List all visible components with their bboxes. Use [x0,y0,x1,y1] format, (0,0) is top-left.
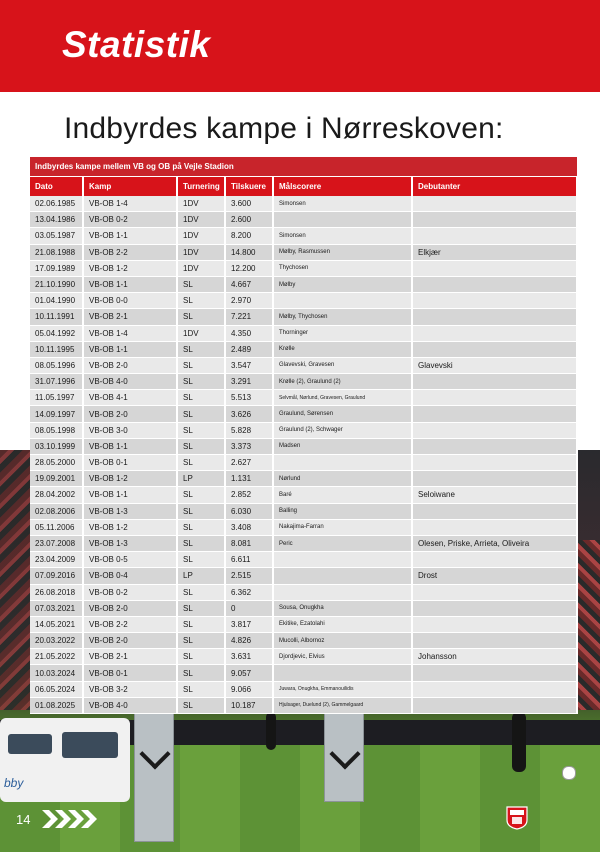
table-cell: 12.200 [225,260,273,276]
table-cell: 28.05.2000 [30,455,83,471]
table-row [30,503,577,519]
header-banner [0,0,600,92]
table-cell: SL [177,535,225,551]
player [512,712,526,772]
club-crest-icon [506,806,528,830]
table-cell [412,455,577,471]
table-cell: 3.408 [225,519,273,535]
table-cell: 3.291 [225,374,273,390]
table-cell: SL [177,422,225,438]
table-cell [412,503,577,519]
table-cell: Nørlund [273,471,412,487]
table-cell: Graulund (2), Schwager [273,422,412,438]
table-cell: 1DV [177,260,225,276]
table-cell: 06.05.2024 [30,681,83,697]
table-cell: Krølle [273,341,412,357]
table-cell: Mølby, Rasmussen [273,244,412,260]
table-cell: 31.07.1996 [30,374,83,390]
table-cell: 17.09.1989 [30,260,83,276]
table-cell: Mucolli, Albornoz [273,633,412,649]
column-header: Målscorere [273,177,412,197]
table-row [30,438,577,454]
table-cell: 14.800 [225,244,273,260]
table-cell: SL [177,455,225,471]
table-row [30,633,577,649]
table-cell: VB-OB 1-1 [83,438,177,454]
table-cell: 3.373 [225,438,273,454]
table-cell [412,681,577,697]
table-cell: 2.970 [225,293,273,309]
table-cell [412,438,577,454]
table-row [30,552,577,568]
table-cell: 05.04.1992 [30,325,83,341]
table-cell: 01.08.2025 [30,697,83,713]
table-cell: 23.04.2009 [30,552,83,568]
table-cell [412,341,577,357]
table-cell: VB-OB 1-4 [83,325,177,341]
table-cell: 21.10.1990 [30,276,83,292]
football [562,766,576,780]
table-cell: 01.04.1990 [30,293,83,309]
table-cell: 9.066 [225,681,273,697]
table-cell [412,665,577,681]
table-cell [412,633,577,649]
table-row [30,422,577,438]
table-cell: 1DV [177,244,225,260]
table-cell: 2.489 [225,341,273,357]
table-cell: 2.515 [225,568,273,584]
table-cell: 02.06.1985 [30,196,83,212]
table-cell: SL [177,374,225,390]
table-cell: VB-OB 0-5 [83,552,177,568]
table-cell [412,309,577,325]
table-cell [412,276,577,292]
table-cell: SL [177,309,225,325]
table-cell: SL [177,438,225,454]
table-cell: 10.03.2024 [30,665,83,681]
table-cell [273,455,412,471]
table-cell: 1DV [177,196,225,212]
table-cell: VB-OB 2-2 [83,616,177,632]
table-row [30,374,577,390]
table-cell: 3.817 [225,616,273,632]
table-cell: Krølle (2), Graulund (2) [273,374,412,390]
table-cell [412,600,577,616]
table-row [30,293,577,309]
table-row [30,325,577,341]
table-cell: 3.547 [225,357,273,373]
table-row [30,665,577,681]
table-cell: 11.05.1997 [30,390,83,406]
table-cell: Simonsen [273,196,412,212]
column-header: Tilskuere [225,177,273,197]
table-cell: 6.362 [225,584,273,600]
column-header: Dato [30,177,83,197]
table-cell: 21.08.1988 [30,244,83,260]
table-cell [412,293,577,309]
table-cell: Peric [273,535,412,551]
table-cell: VB-OB 1-2 [83,519,177,535]
table-cell [412,260,577,276]
table-cell: SL [177,616,225,632]
table-cell: SL [177,293,225,309]
table-cell: Drost [412,568,577,584]
table-row [30,649,577,665]
table-cell: 07.03.2021 [30,600,83,616]
table-cell: 6.611 [225,552,273,568]
table-cell: 3.626 [225,406,273,422]
table-cell: SL [177,633,225,649]
table-cell: 08.05.1998 [30,422,83,438]
table-cell: Madsen [273,438,412,454]
table-cell: VB-OB 1-2 [83,260,177,276]
table-cell: 03.10.1999 [30,438,83,454]
table-cell: SL [177,681,225,697]
table-cell: SL [177,552,225,568]
table-cell: Mølby, Thychosen [273,309,412,325]
table-cell: VB-OB 0-1 [83,455,177,471]
table-cell: SL [177,390,225,406]
table-cell [412,325,577,341]
table-cell: SL [177,357,225,373]
table-cell: VB-OB 2-1 [83,309,177,325]
table-row [30,357,577,373]
table-cell: VB-OB 1-1 [83,228,177,244]
table-cell: VB-OB 3-2 [83,681,177,697]
table-cell: 8.200 [225,228,273,244]
table-cell: 7.221 [225,309,273,325]
table-cell: Nakajima-Farran [273,519,412,535]
table-row [30,228,577,244]
table-row [30,600,577,616]
table-cell: 07.09.2016 [30,568,83,584]
table-cell: 08.05.1996 [30,357,83,373]
table-row [30,487,577,503]
table-cell: 10.187 [225,697,273,713]
goal-post-right [324,712,364,802]
table-cell: 23.07.2008 [30,535,83,551]
table-cell: 5.828 [225,422,273,438]
table-row [30,212,577,228]
table-cell: Selvmål, Nørlund, Gravesen, Graulund [273,390,412,406]
table-row [30,244,577,260]
table-cell: Balling [273,503,412,519]
table-row [30,697,577,713]
table-cell: 3.631 [225,649,273,665]
table-cell: 14.09.1997 [30,406,83,422]
table-row [30,568,577,584]
table-cell [273,568,412,584]
table-cell [412,212,577,228]
table-cell: VB-OB 1-2 [83,471,177,487]
table-row [30,535,577,551]
table-cell: Elkjær [412,244,577,260]
table-row [30,455,577,471]
table-cell: 28.04.2002 [30,487,83,503]
table-cell [273,293,412,309]
table-cell: SL [177,341,225,357]
table-cell [273,665,412,681]
table-cell [412,471,577,487]
table-caption: Indbyrdes kampe mellem VB og OB på Vejle Stadion [30,157,577,176]
table-cell: VB-OB 2-1 [83,649,177,665]
section-title: Statistik [62,24,211,65]
table-cell: Ekitike, Ezatolahi [273,616,412,632]
table-cell: VB-OB 1-1 [83,487,177,503]
table-cell: VB-OB 0-0 [83,293,177,309]
table-cell: SL [177,276,225,292]
table-cell: SL [177,584,225,600]
table-row [30,309,577,325]
table-cell: VB-OB 4-0 [83,374,177,390]
column-header: Turnering [177,177,225,197]
table-cell: VB-OB 2-0 [83,357,177,373]
table-cell: 2.627 [225,455,273,471]
table-cell: VB-OB 2-0 [83,406,177,422]
table-cell: SL [177,406,225,422]
table-cell: VB-OB 2-0 [83,600,177,616]
table-cell: VB-OB 3-0 [83,422,177,438]
table-cell: VB-OB 2-0 [83,633,177,649]
page-heading: Indbyrdes kampe i Nørreskoven: [64,112,504,145]
table-cell: 1DV [177,228,225,244]
table-row [30,260,577,276]
table-cell: VB-OB 1-4 [83,196,177,212]
table-cell: LP [177,471,225,487]
table-cell: VB-OB 0-1 [83,665,177,681]
table-cell: 1DV [177,212,225,228]
table-cell: 4.667 [225,276,273,292]
page-number: 14 [16,812,31,827]
table-cell [273,212,412,228]
table-cell [273,552,412,568]
table-row [30,681,577,697]
table-cell: 9.057 [225,665,273,681]
table-cell: LP [177,568,225,584]
table-cell: Glavevski [412,357,577,373]
results-table [30,176,578,714]
table-cell [412,552,577,568]
table-cell: SL [177,697,225,713]
table-cell: VB-OB 1-1 [83,276,177,292]
table-cell: SL [177,665,225,681]
table-cell: 6.030 [225,503,273,519]
table-cell [412,196,577,212]
table-cell [412,616,577,632]
table-cell: 2.852 [225,487,273,503]
table-cell: VB-OB 4-0 [83,697,177,713]
table-cell [412,422,577,438]
table-cell: VB-OB 1-3 [83,503,177,519]
table-cell [412,584,577,600]
table-cell: 19.09.2001 [30,471,83,487]
column-header: Debutanter [412,177,577,197]
table-cell [412,374,577,390]
table-cell: Thychosen [273,260,412,276]
table-row [30,471,577,487]
table-header-row [30,177,577,197]
table-cell: Sousa, Onugkha [273,600,412,616]
player [266,712,276,750]
table-cell: Baré [273,487,412,503]
table-row [30,276,577,292]
table-cell: VB-OB 1-1 [83,341,177,357]
table-cell: 10.11.1991 [30,309,83,325]
table-cell: 13.04.1986 [30,212,83,228]
table-cell: Hjulsager, Duelund (2), Gammelgaard [273,697,412,713]
table-cell: Thorninger [273,325,412,341]
table-cell [412,406,577,422]
column-header: Kamp [83,177,177,197]
table-row [30,616,577,632]
table-cell [412,519,577,535]
table-row [30,341,577,357]
table-cell: 26.08.2018 [30,584,83,600]
table-cell: Seloiwane [412,487,577,503]
table-cell [412,390,577,406]
table-cell: Graulund, Sørensen [273,406,412,422]
table-cell: 14.05.2021 [30,616,83,632]
table-cell: Mølby [273,276,412,292]
head-to-head-table [30,157,577,714]
table-cell: 2.600 [225,212,273,228]
table-cell: VB-OB 0-2 [83,212,177,228]
table-cell: 4.350 [225,325,273,341]
table-cell: Olesen, Priske, Arrieta, Oliveira [412,535,577,551]
table-cell: 02.08.2006 [30,503,83,519]
table-cell: 03.05.1987 [30,228,83,244]
caravan: bby [0,718,130,802]
table-cell: Juwara, Onugkha, Emmanouilidis [273,681,412,697]
goal-post-left [134,712,174,842]
table-cell: 10.11.1995 [30,341,83,357]
table-cell: 1.131 [225,471,273,487]
table-cell: 4.826 [225,633,273,649]
table-cell: 21.05.2022 [30,649,83,665]
table-cell: VB-OB 0-4 [83,568,177,584]
table-cell: SL [177,649,225,665]
table-row [30,519,577,535]
table-cell: 5.513 [225,390,273,406]
table-cell: 0 [225,600,273,616]
table-cell: Glavevski, Gravesen [273,357,412,373]
table-cell: 1DV [177,325,225,341]
table-row [30,406,577,422]
table-cell: 20.03.2022 [30,633,83,649]
table-row [30,584,577,600]
table-cell: SL [177,600,225,616]
table-cell [273,584,412,600]
table-cell [412,228,577,244]
table-cell: Djordjevic, Elvius [273,649,412,665]
table-row [30,390,577,406]
table-cell: Johansson [412,649,577,665]
table-cell: Simonsen [273,228,412,244]
chevron-right-icon [42,810,98,828]
table-cell: 8.081 [225,535,273,551]
table-cell: 3.600 [225,196,273,212]
table-cell [412,697,577,713]
table-cell: VB-OB 0-2 [83,584,177,600]
table-row [30,196,577,212]
table-cell: 05.11.2006 [30,519,83,535]
table-cell: VB-OB 4-1 [83,390,177,406]
table-cell: SL [177,487,225,503]
table-cell: VB-OB 1-3 [83,535,177,551]
table-cell: VB-OB 2-2 [83,244,177,260]
table-cell: SL [177,519,225,535]
table-cell: SL [177,503,225,519]
